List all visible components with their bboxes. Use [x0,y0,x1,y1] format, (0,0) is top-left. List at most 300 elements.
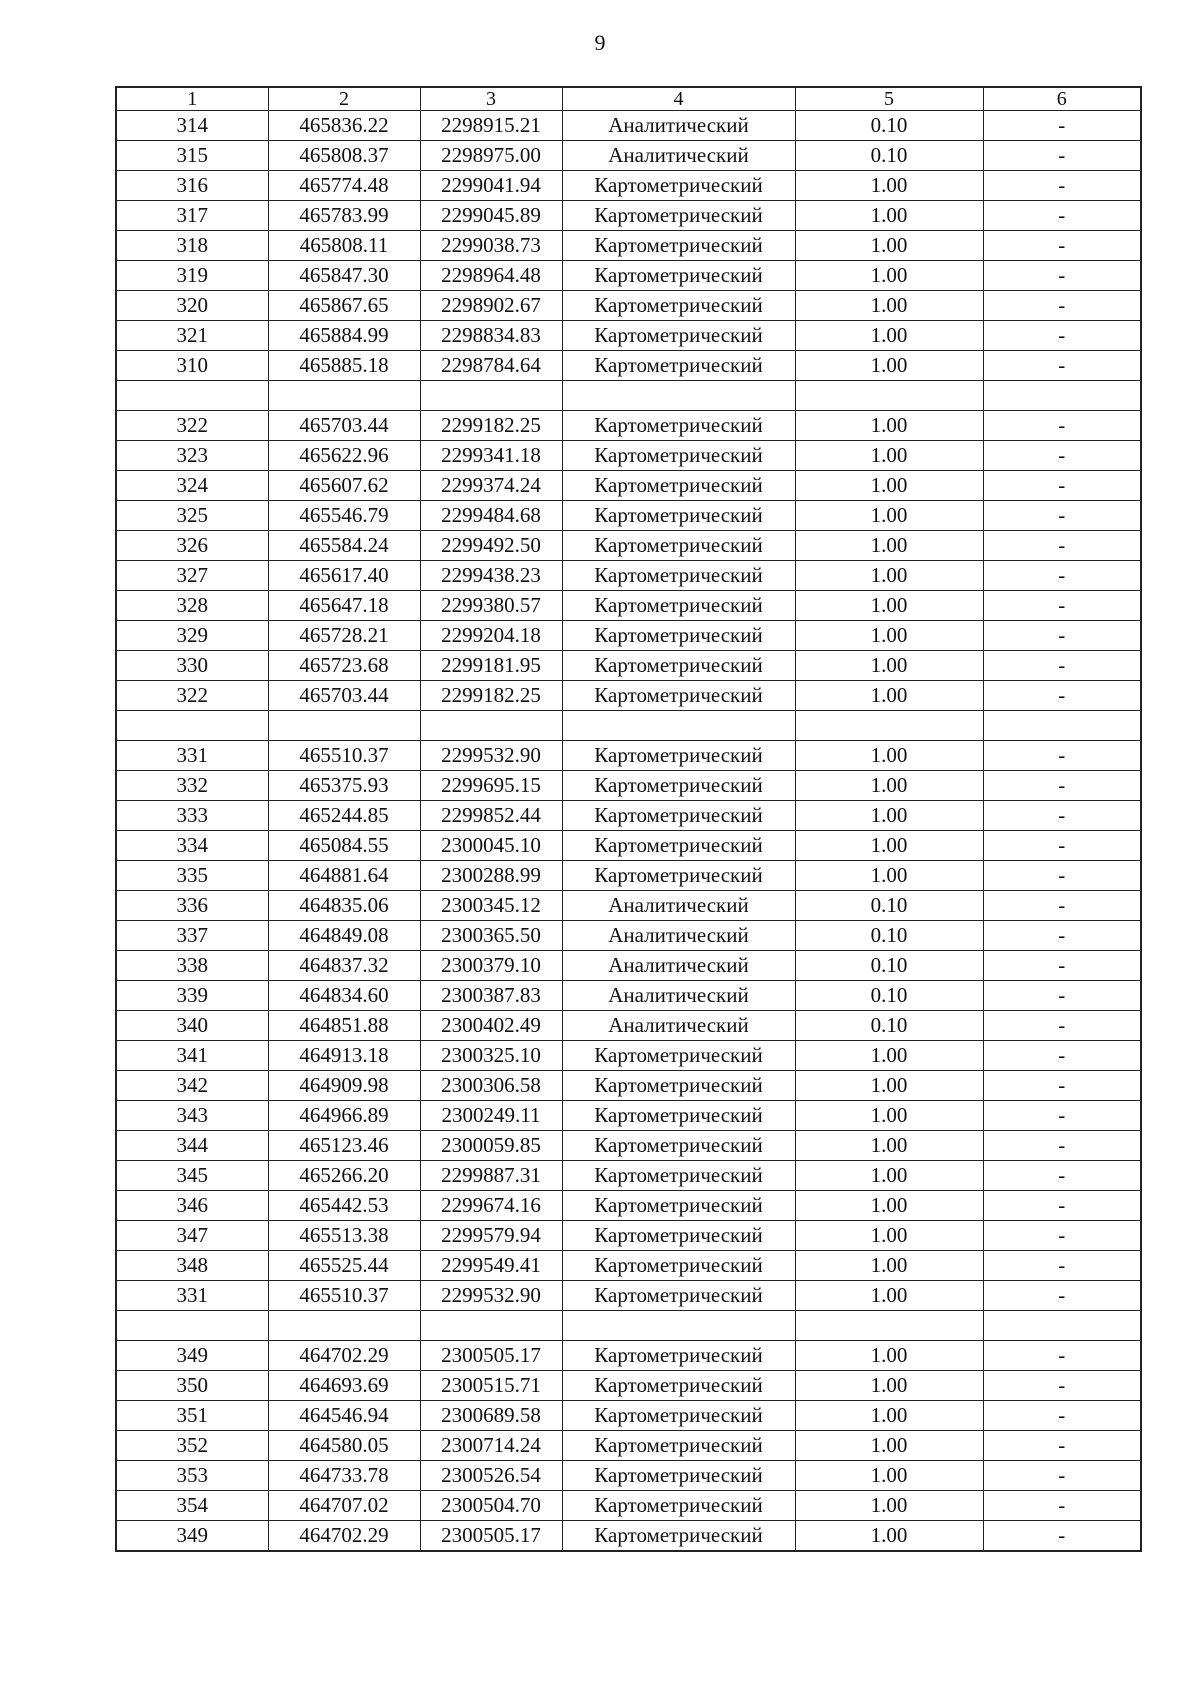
x-coordinate-cell: 465723.68 [268,651,420,681]
y-coordinate-cell: 2299674.16 [420,1191,562,1221]
x-coordinate-cell: 465783.99 [268,201,420,231]
point-number-cell: 331 [116,1281,268,1311]
y-coordinate-cell: 2300505.17 [420,1521,562,1552]
y-coordinate-cell: 2300505.17 [420,1341,562,1371]
x-coordinate-cell: 464881.64 [268,861,420,891]
x-coordinate-cell [268,711,420,741]
table-row [116,261,1141,291]
table-row [116,951,1141,981]
table-body [116,111,1141,1552]
y-coordinate-cell: 2298964.48 [420,261,562,291]
table-row [116,1161,1141,1191]
x-coordinate-cell: 464909.98 [268,1071,420,1101]
accuracy-cell: 1.00 [795,591,983,621]
accuracy-cell: 0.10 [795,891,983,921]
accuracy-cell: 1.00 [795,741,983,771]
note-cell: - [983,201,1141,231]
table-row [116,681,1141,711]
note-cell: - [983,621,1141,651]
table-row [116,111,1141,141]
note-cell: - [983,1191,1141,1221]
accuracy-cell: 1.00 [795,291,983,321]
method-cell: Картометрический [562,1341,795,1371]
accuracy-cell: 0.10 [795,141,983,171]
y-coordinate-cell: 2299579.94 [420,1221,562,1251]
point-number-cell: 337 [116,921,268,951]
method-cell [562,1311,795,1341]
point-number-cell: 322 [116,411,268,441]
point-number-cell: 315 [116,141,268,171]
method-cell: Аналитический [562,951,795,981]
note-cell: - [983,291,1141,321]
accuracy-cell: 1.00 [795,1221,983,1251]
point-number-cell: 340 [116,1011,268,1041]
note-cell: - [983,921,1141,951]
accuracy-cell: 1.00 [795,201,983,231]
note-cell: - [983,141,1141,171]
note-cell: - [983,321,1141,351]
point-number-cell: 349 [116,1341,268,1371]
x-coordinate-cell: 465703.44 [268,681,420,711]
accuracy-cell: 1.00 [795,351,983,381]
table-row [116,1251,1141,1281]
point-number-cell: 352 [116,1431,268,1461]
accuracy-cell: 0.10 [795,951,983,981]
accuracy-cell: 1.00 [795,561,983,591]
point-number-cell: 353 [116,1461,268,1491]
table-separator-row [116,1311,1141,1341]
method-cell: Картометрический [562,1431,795,1461]
point-number-cell: 334 [116,831,268,861]
x-coordinate-cell: 465607.62 [268,471,420,501]
note-cell: - [983,261,1141,291]
method-cell: Картометрический [562,1401,795,1431]
accuracy-cell: 1.00 [795,771,983,801]
x-coordinate-cell: 464966.89 [268,1101,420,1131]
accuracy-cell: 1.00 [795,471,983,501]
note-cell: - [983,1251,1141,1281]
accuracy-cell: 1.00 [795,1341,983,1371]
point-number-cell: 317 [116,201,268,231]
point-number-cell: 319 [116,261,268,291]
y-coordinate-cell: 2300365.50 [420,921,562,951]
accuracy-cell [795,381,983,411]
x-coordinate-cell: 464913.18 [268,1041,420,1071]
x-coordinate-cell: 465510.37 [268,741,420,771]
x-coordinate-cell: 465513.38 [268,1221,420,1251]
y-coordinate-cell: 2300714.24 [420,1431,562,1461]
method-cell: Картометрический [562,771,795,801]
table-row [116,201,1141,231]
y-coordinate-cell [420,381,562,411]
table-row [116,1401,1141,1431]
y-coordinate-cell: 2300306.58 [420,1071,562,1101]
table-row [116,1461,1141,1491]
note-cell: - [983,501,1141,531]
accuracy-cell: 1.00 [795,801,983,831]
y-coordinate-cell: 2300526.54 [420,1461,562,1491]
table-header-row [116,87,1141,111]
x-coordinate-cell: 465808.11 [268,231,420,261]
method-cell: Картометрический [562,1101,795,1131]
method-cell: Картометрический [562,1491,795,1521]
table-row [116,231,1141,261]
x-coordinate-cell: 465084.55 [268,831,420,861]
table-row [116,561,1141,591]
table-row [116,981,1141,1011]
point-number-cell: 348 [116,1251,268,1281]
point-number-cell: 322 [116,681,268,711]
y-coordinate-cell: 2299204.18 [420,621,562,651]
table-row [116,801,1141,831]
y-coordinate-cell: 2298784.64 [420,351,562,381]
note-cell: - [983,981,1141,1011]
column-header: 5 [795,87,983,111]
x-coordinate-cell: 464835.06 [268,891,420,921]
y-coordinate-cell: 2300325.10 [420,1041,562,1071]
table-row [116,651,1141,681]
x-coordinate-cell: 465836.22 [268,111,420,141]
x-coordinate-cell: 465847.30 [268,261,420,291]
note-cell: - [983,951,1141,981]
method-cell: Картометрический [562,561,795,591]
y-coordinate-cell: 2299045.89 [420,201,562,231]
y-coordinate-cell: 2300059.85 [420,1131,562,1161]
x-coordinate-cell: 464834.60 [268,981,420,1011]
table-row [116,591,1141,621]
method-cell: Картометрический [562,1191,795,1221]
accuracy-cell [795,1311,983,1341]
table-row [116,1341,1141,1371]
x-coordinate-cell: 465885.18 [268,351,420,381]
column-header: 6 [983,87,1141,111]
note-cell: - [983,861,1141,891]
method-cell: Картометрический [562,591,795,621]
note-cell: - [983,591,1141,621]
method-cell: Аналитический [562,891,795,921]
y-coordinate-cell: 2300288.99 [420,861,562,891]
method-cell: Аналитический [562,1011,795,1041]
table-row [116,831,1141,861]
table-row [116,1071,1141,1101]
method-cell: Картометрический [562,261,795,291]
point-number-cell [116,711,268,741]
point-number-cell: 332 [116,771,268,801]
accuracy-cell: 1.00 [795,1041,983,1071]
accuracy-cell: 1.00 [795,1161,983,1191]
note-cell: - [983,891,1141,921]
x-coordinate-cell: 464849.08 [268,921,420,951]
table-row [116,1521,1141,1552]
point-number-cell: 335 [116,861,268,891]
method-cell: Картометрический [562,681,795,711]
method-cell: Картометрический [562,471,795,501]
y-coordinate-cell: 2299041.94 [420,171,562,201]
point-number-cell: 323 [116,441,268,471]
point-number-cell: 343 [116,1101,268,1131]
note-cell: - [983,1041,1141,1071]
table-row [116,621,1141,651]
method-cell: Аналитический [562,141,795,171]
method-cell: Картометрический [562,291,795,321]
note-cell: - [983,771,1141,801]
accuracy-cell: 1.00 [795,651,983,681]
column-header: 1 [116,87,268,111]
note-cell: - [983,1221,1141,1251]
y-coordinate-cell: 2300689.58 [420,1401,562,1431]
x-coordinate-cell: 464580.05 [268,1431,420,1461]
y-coordinate-cell: 2298902.67 [420,291,562,321]
point-number-cell: 345 [116,1161,268,1191]
note-cell: - [983,651,1141,681]
column-header: 2 [268,87,420,111]
y-coordinate-cell: 2298975.00 [420,141,562,171]
table-row [116,1491,1141,1521]
note-cell [983,711,1141,741]
note-cell: - [983,1011,1141,1041]
point-number-cell: 324 [116,471,268,501]
accuracy-cell: 1.00 [795,411,983,441]
x-coordinate-cell: 464546.94 [268,1401,420,1431]
point-number-cell: 318 [116,231,268,261]
note-cell: - [983,231,1141,261]
point-number-cell: 354 [116,1491,268,1521]
table-row [116,171,1141,201]
accuracy-cell: 1.00 [795,1191,983,1221]
method-cell: Картометрический [562,1161,795,1191]
accuracy-cell: 1.00 [795,1521,983,1552]
table-row [116,351,1141,381]
method-cell: Картометрический [562,1071,795,1101]
y-coordinate-cell: 2299492.50 [420,531,562,561]
y-coordinate-cell: 2300249.11 [420,1101,562,1131]
accuracy-cell: 1.00 [795,231,983,261]
note-cell: - [983,471,1141,501]
accuracy-cell: 1.00 [795,171,983,201]
table-row [116,1221,1141,1251]
y-coordinate-cell [420,1311,562,1341]
accuracy-cell: 1.00 [795,1491,983,1521]
method-cell: Картометрический [562,831,795,861]
point-number-cell: 336 [116,891,268,921]
point-number-cell: 320 [116,291,268,321]
note-cell: - [983,411,1141,441]
point-number-cell: 346 [116,1191,268,1221]
method-cell: Картометрический [562,351,795,381]
x-coordinate-cell: 465584.24 [268,531,420,561]
y-coordinate-cell: 2300045.10 [420,831,562,861]
accuracy-cell: 0.10 [795,981,983,1011]
accuracy-cell: 1.00 [795,681,983,711]
point-number-cell: 321 [116,321,268,351]
table-row [116,471,1141,501]
method-cell: Картометрический [562,411,795,441]
x-coordinate-cell: 464837.32 [268,951,420,981]
point-number-cell: 325 [116,501,268,531]
note-cell [983,381,1141,411]
note-cell: - [983,1161,1141,1191]
x-coordinate-cell [268,381,420,411]
y-coordinate-cell [420,711,562,741]
accuracy-cell: 1.00 [795,1131,983,1161]
point-number-cell: 314 [116,111,268,141]
note-cell: - [983,351,1141,381]
method-cell: Аналитический [562,921,795,951]
point-number-cell: 344 [116,1131,268,1161]
method-cell: Картометрический [562,231,795,261]
note-cell: - [983,1401,1141,1431]
y-coordinate-cell: 2300402.49 [420,1011,562,1041]
note-cell: - [983,1281,1141,1311]
table-row [116,891,1141,921]
x-coordinate-cell: 464702.29 [268,1521,420,1552]
accuracy-cell: 1.00 [795,1071,983,1101]
method-cell: Картометрический [562,1371,795,1401]
method-cell: Картометрический [562,621,795,651]
point-number-cell: 316 [116,171,268,201]
accuracy-cell: 1.00 [795,1431,983,1461]
y-coordinate-cell: 2299182.25 [420,681,562,711]
method-cell: Картометрический [562,171,795,201]
accuracy-cell: 1.00 [795,1461,983,1491]
y-coordinate-cell: 2299374.24 [420,471,562,501]
page-number: 9 [594,30,606,55]
method-cell: Картометрический [562,531,795,561]
note-cell: - [983,1521,1141,1552]
point-number-cell: 342 [116,1071,268,1101]
method-cell: Картометрический [562,1131,795,1161]
point-number-cell: 333 [116,801,268,831]
accuracy-cell: 1.00 [795,1371,983,1401]
method-cell: Картометрический [562,1041,795,1071]
table-row [116,921,1141,951]
note-cell [983,1311,1141,1341]
x-coordinate-cell: 465546.79 [268,501,420,531]
table-row [116,1431,1141,1461]
accuracy-cell: 1.00 [795,531,983,561]
point-number-cell: 347 [116,1221,268,1251]
accuracy-cell: 1.00 [795,1251,983,1281]
y-coordinate-cell: 2300345.12 [420,891,562,921]
point-number-cell: 338 [116,951,268,981]
note-cell: - [983,831,1141,861]
point-number-cell: 328 [116,591,268,621]
method-cell: Картометрический [562,321,795,351]
table-row [116,321,1141,351]
x-coordinate-cell: 465808.37 [268,141,420,171]
method-cell: Аналитический [562,111,795,141]
x-coordinate-cell: 464693.69 [268,1371,420,1401]
x-coordinate-cell: 465123.46 [268,1131,420,1161]
table-row [116,411,1141,441]
accuracy-cell: 1.00 [795,1281,983,1311]
note-cell: - [983,1101,1141,1131]
table-row [116,1281,1141,1311]
accuracy-cell: 1.00 [795,501,983,531]
accuracy-cell: 0.10 [795,921,983,951]
y-coordinate-cell: 2299380.57 [420,591,562,621]
x-coordinate-cell: 464707.02 [268,1491,420,1521]
method-cell: Картометрический [562,1221,795,1251]
note-cell: - [983,801,1141,831]
point-number-cell: 327 [116,561,268,591]
x-coordinate-cell [268,1311,420,1341]
method-cell [562,381,795,411]
accuracy-cell: 1.00 [795,321,983,351]
accuracy-cell: 1.00 [795,441,983,471]
point-number-cell: 350 [116,1371,268,1401]
y-coordinate-cell: 2300379.10 [420,951,562,981]
x-coordinate-cell: 464851.88 [268,1011,420,1041]
method-cell: Картометрический [562,1281,795,1311]
x-coordinate-cell: 464702.29 [268,1341,420,1371]
y-coordinate-cell: 2299549.41 [420,1251,562,1281]
x-coordinate-cell: 465375.93 [268,771,420,801]
table-row [116,1371,1141,1401]
note-cell: - [983,1071,1141,1101]
x-coordinate-cell: 465884.99 [268,321,420,351]
accuracy-cell: 0.10 [795,1011,983,1041]
note-cell: - [983,1341,1141,1371]
y-coordinate-cell: 2299532.90 [420,1281,562,1311]
column-header: 4 [562,87,795,111]
note-cell: - [983,1461,1141,1491]
table-separator-row [116,711,1141,741]
point-number-cell: 329 [116,621,268,651]
y-coordinate-cell: 2299852.44 [420,801,562,831]
table-row [116,441,1141,471]
note-cell: - [983,561,1141,591]
y-coordinate-cell: 2300515.71 [420,1371,562,1401]
table-row [116,1011,1141,1041]
method-cell: Картометрический [562,441,795,471]
table-row [116,771,1141,801]
table-row [116,1191,1141,1221]
x-coordinate-cell: 465774.48 [268,171,420,201]
method-cell: Картометрический [562,501,795,531]
y-coordinate-cell: 2298834.83 [420,321,562,351]
point-number-cell: 349 [116,1521,268,1552]
y-coordinate-cell: 2299038.73 [420,231,562,261]
accuracy-cell: 0.10 [795,111,983,141]
method-cell: Картометрический [562,1461,795,1491]
y-coordinate-cell: 2299695.15 [420,771,562,801]
table-separator-row [116,381,1141,411]
table-row [116,291,1141,321]
y-coordinate-cell: 2300504.70 [420,1491,562,1521]
y-coordinate-cell: 2300387.83 [420,981,562,1011]
table-row [116,1131,1141,1161]
x-coordinate-cell: 465867.65 [268,291,420,321]
y-coordinate-cell: 2299887.31 [420,1161,562,1191]
x-coordinate-cell: 465617.40 [268,561,420,591]
note-cell: - [983,531,1141,561]
method-cell: Картометрический [562,1251,795,1281]
x-coordinate-cell: 465703.44 [268,411,420,441]
method-cell: Картометрический [562,861,795,891]
x-coordinate-cell: 465525.44 [268,1251,420,1281]
note-cell: - [983,741,1141,771]
table-row [116,741,1141,771]
point-number-cell: 326 [116,531,268,561]
table-row [116,531,1141,561]
point-number-cell: 341 [116,1041,268,1071]
point-number-cell: 351 [116,1401,268,1431]
x-coordinate-cell: 465728.21 [268,621,420,651]
table-row [116,861,1141,891]
point-number-cell: 331 [116,741,268,771]
x-coordinate-cell: 465244.85 [268,801,420,831]
